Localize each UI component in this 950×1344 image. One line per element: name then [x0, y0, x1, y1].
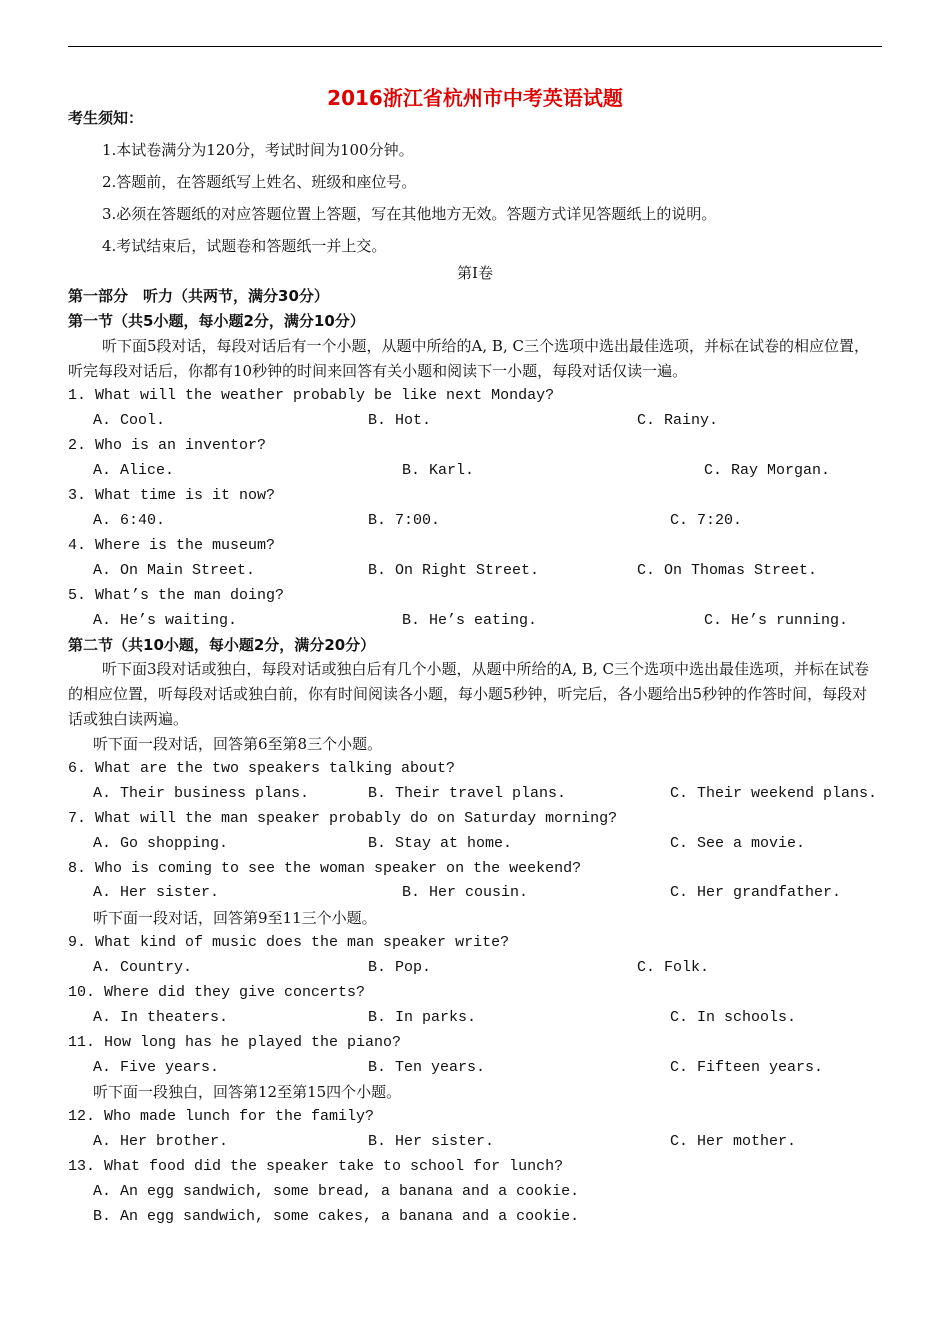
option-a: A. Cool. — [93, 412, 166, 429]
part-heading: 第一部分 听力（共两节，满分30分） — [68, 287, 329, 305]
option-b: B. Her sister. — [368, 1133, 495, 1150]
option-b: B. Ten years. — [368, 1059, 486, 1076]
option-c: C. Her mother. — [670, 1133, 797, 1150]
option-b: B. An egg sandwich, some cakes, a banana and a cookie. — [93, 1208, 580, 1225]
option-c: C. 7:20. — [670, 512, 743, 529]
section-instructions: 听下面3段对话或独白，每段对话或独白后有几个小题，从题中所给的A, B, C三个选项中选出最佳选项，并标在试卷的相应位置，听每段对话或独白前，你有时间阅读各小题，每小题5秒钟，听完后，各小题给出5秒钟的作答时间，每段对话或独白读两遍。 — [68, 660, 869, 728]
option-a: A. An egg sandwich, some bread, a banana and a cookie. — [93, 1183, 580, 1200]
option-a: A. Alice. — [93, 462, 175, 479]
option-b: B. Stay at home. — [368, 835, 513, 852]
option-a: A. Five years. — [93, 1059, 220, 1076]
option-a: A. Her brother. — [93, 1133, 229, 1150]
option-a: A. Go shopping. — [93, 835, 229, 852]
option-c: C. On Thomas Street. — [637, 562, 818, 579]
option-b: B. Pop. — [368, 959, 432, 976]
question-stem: 2. Who is an inventor? — [68, 437, 267, 454]
volume-label: 第Ⅰ卷 — [457, 264, 493, 282]
page-title: 2016浙江省杭州市中考英语试题 — [327, 86, 623, 110]
option-b: B. Their travel plans. — [368, 785, 567, 802]
option-a: A. Their business plans. — [93, 785, 310, 802]
option-c: C. Folk. — [637, 959, 710, 976]
question-stem: 5. What’s the man doing? — [68, 587, 285, 604]
section-heading: 第一节（共5小题，每小题2分，满分10分） — [68, 312, 365, 330]
option-b: B. Karl. — [402, 462, 475, 479]
option-c: C. Their weekend plans. — [670, 785, 878, 802]
option-c: C. Fifteen years. — [670, 1059, 824, 1076]
option-b: B. Her cousin. — [402, 884, 529, 901]
listening-intro: 听下面一段独白，回答第12至第15四个小题。 — [93, 1083, 402, 1101]
option-b: B. Hot. — [368, 412, 432, 429]
option-c: C. He’s running. — [704, 612, 849, 629]
question-stem: 13. What food did the speaker take to school for lunch? — [68, 1158, 564, 1175]
option-a: A. Country. — [93, 959, 193, 976]
notice-item: 2.答题前，在答题纸写上姓名、班级和座位号。 — [102, 173, 417, 191]
notice-item: 4.考试结束后，试题卷和答题纸一并上交。 — [102, 237, 387, 255]
section-instructions: 听下面5段对话，每段对话后有一个小题，从题中所给的A, B, C三个选项中选出最佳选项，并标在试卷的相应位置，听完每段对话后，你都有10秒钟的时间来回答有关小题和阅读下一小题，每段对话仅读一遍。 — [68, 337, 869, 380]
question-stem: 7. What will the man speaker probably do on Saturday morning? — [68, 810, 618, 827]
question-stem: 10. Where did they give concerts? — [68, 984, 366, 1001]
option-a: A. In theaters. — [93, 1009, 229, 1026]
option-c: C. Rainy. — [637, 412, 719, 429]
option-a: A. On Main Street. — [93, 562, 256, 579]
option-a: A. He’s waiting. — [93, 612, 238, 629]
option-b: B. 7:00. — [368, 512, 441, 529]
option-c: C. Her grandfather. — [670, 884, 842, 901]
notice-heading: 考生须知： — [68, 109, 144, 127]
question-stem: 3. What time is it now? — [68, 487, 276, 504]
question-stem: 12. Who made lunch for the family? — [68, 1108, 375, 1125]
section-heading: 第二节（共10小题，每小题2分，满分20分） — [68, 636, 376, 654]
option-a: A. Her sister. — [93, 884, 220, 901]
question-stem: 1. What will the weather probably be like next Monday? — [68, 387, 555, 404]
option-b: B. On Right Street. — [368, 562, 540, 579]
option-b: B. He’s eating. — [402, 612, 538, 629]
option-b: B. In parks. — [368, 1009, 477, 1026]
notice-item: 1.本试卷满分为120分，考试时间为100分钟。 — [102, 141, 414, 159]
listening-intro: 听下面一段对话，回答第6至第8三个小题。 — [93, 735, 383, 753]
question-stem: 6. What are the two speakers talking about? — [68, 760, 456, 777]
question-stem: 8. Who is coming to see the woman speaker on the weekend? — [68, 860, 582, 877]
option-c: C. In schools. — [670, 1009, 797, 1026]
option-a: A. 6:40. — [93, 512, 166, 529]
question-stem: 4. Where is the museum? — [68, 537, 276, 554]
option-c: C. See a movie. — [670, 835, 806, 852]
listening-intro: 听下面一段对话，回答第9至11三个小题。 — [93, 909, 377, 927]
option-c: C. Ray Morgan. — [704, 462, 831, 479]
question-stem: 11. How long has he played the piano? — [68, 1034, 402, 1051]
question-stem: 9. What kind of music does the man speaker write? — [68, 934, 510, 951]
top-rule — [68, 46, 882, 47]
notice-item: 3.必须在答题纸的对应答题位置上答题，写在其他地方无效。答题方式详见答题纸上的说明。 — [102, 205, 717, 223]
